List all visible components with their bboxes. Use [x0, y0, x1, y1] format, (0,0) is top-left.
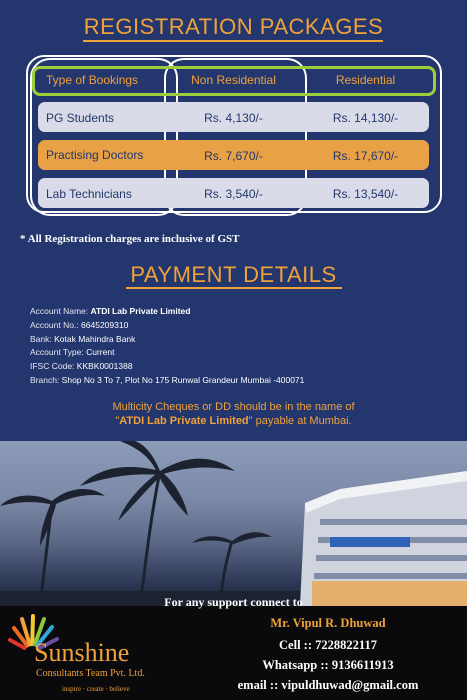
cell-type: Practising Doctors	[46, 148, 144, 162]
contact-cell: Cell :: 7228822117	[279, 638, 377, 652]
registration-title: REGISTRATION PACKAGES	[83, 14, 384, 39]
cell-non-residential: Rs. 4,130/-	[204, 111, 263, 125]
bank-line: Bank: Kotak Mahindra Bank	[30, 333, 136, 344]
contact-name: Mr. Vipul R. Dhuwad	[270, 616, 386, 630]
brand-subtitle: Consultants Team Pvt. Ltd.	[36, 668, 145, 679]
cell-non-residential: Rs. 3,540/-	[204, 187, 263, 201]
account-no-line: Account No.: 6645209310	[30, 319, 129, 330]
cell-residential: Rs. 13,540/-	[332, 187, 399, 201]
bank-details	[30, 305, 304, 388]
account-type-line: Account Type: Current	[30, 347, 115, 358]
cell-residential: Rs. 14,130/-	[332, 111, 399, 125]
ifsc-line: IFSC Code: KKBK0001388	[30, 361, 133, 372]
brand-name: Sunshine	[34, 638, 130, 667]
hotel-photo	[0, 441, 467, 606]
bank-name: Kotak Mahindra Bank	[54, 333, 136, 344]
cell-non-residential: Rs. 7,670/-	[204, 149, 263, 163]
contact-whatsapp: Whatsapp :: 9136611913	[262, 658, 394, 672]
cell-type: PG Students	[46, 111, 115, 125]
branch-line: Branch: Shop No 3 To 7, Plot No 175 Runwal Grandeur Mumbai -400071	[30, 374, 305, 385]
cheque-payee: ATDI Lab Private Limited	[119, 415, 249, 427]
payment-title-underline	[126, 287, 342, 289]
brand-tagline: inspire · create · believe	[62, 685, 130, 693]
account-name: ATDI Lab Private Limited	[90, 306, 191, 316]
header-type-of-bookings: Type of Bookings	[46, 73, 139, 87]
cheque-note-line2: "ATDI Lab Private Limited" payable at Mumbai.	[115, 415, 352, 427]
account-name-line: Account Name: ATDI Lab Private Limited	[30, 306, 191, 316]
support-heading: For any support connect to	[164, 595, 303, 609]
account-no: 6645209310	[81, 319, 129, 330]
hotel-photo-illustration	[0, 441, 467, 606]
branch: Shop No 3 To 7, Plot No 175 Runwal Grandeur Mumbai -400071	[61, 374, 305, 385]
account-type: Current	[86, 347, 115, 358]
registration-title-underline	[83, 40, 383, 42]
cell-type: Lab Technicians	[46, 187, 132, 201]
cheque-note-line1: Multicity Cheques or DD should be in the name of	[112, 401, 355, 413]
header-residential: Residential	[335, 73, 396, 87]
header-non-residential: Non Residential	[191, 73, 276, 87]
ifsc-code: KKBK0001388	[76, 361, 133, 372]
cell-residential: Rs. 17,670/-	[332, 149, 399, 163]
gst-note: * All Registration charges are inclusive of GST	[20, 233, 240, 245]
contact-email: email :: vipuldhuwad@gmail.com	[237, 678, 419, 692]
payment-title: PAYMENT DETAILS	[130, 262, 337, 287]
